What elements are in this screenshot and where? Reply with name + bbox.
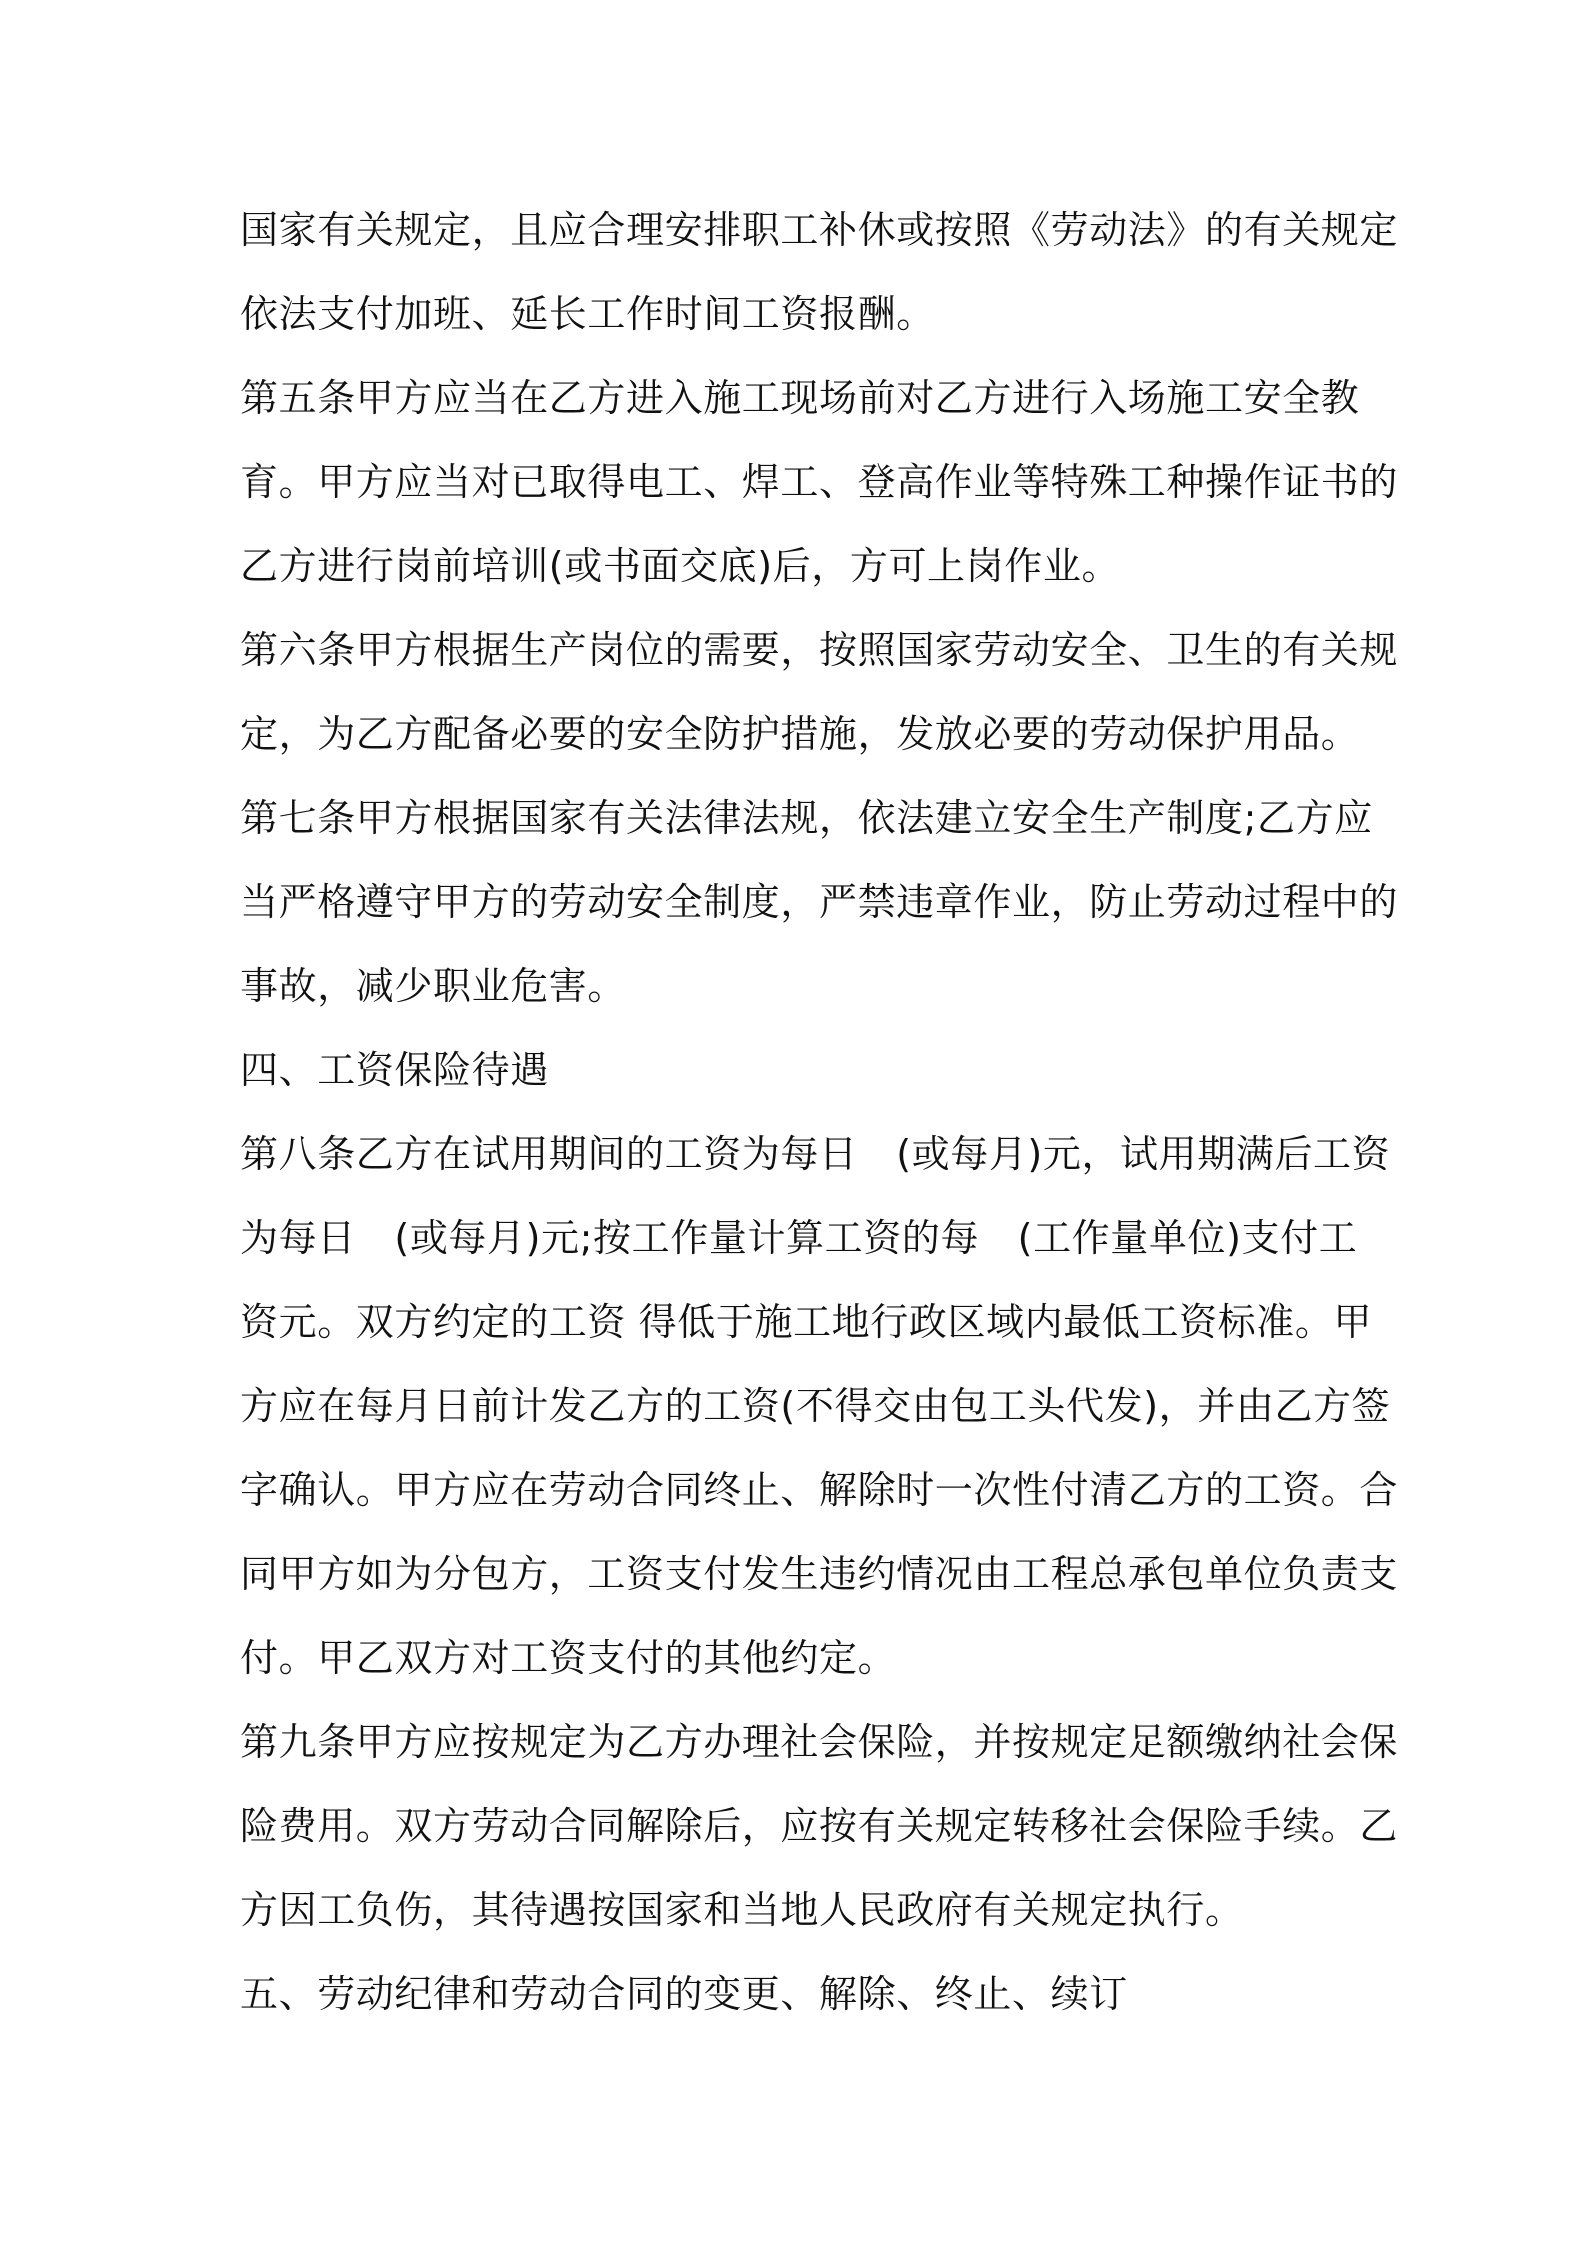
- text-line: 当严格遵守甲方的劳动安全制度，严禁违章作业，防止劳动过程中的: [240, 880, 1399, 924]
- section-heading-5: 五、劳动纪律和劳动合同的变更、解除、终止、续订: [240, 1972, 1128, 2016]
- article-5-line: 第五条甲方应当在乙方进入施工现场前对乙方进行入场施工安全教: [240, 376, 1360, 420]
- text-line: 育。甲方应当对已取得电工、焊工、登高作业等特殊工种操作证书的: [240, 460, 1399, 504]
- text-line: 险费用。双方劳动合同解除后，应按有关规定转移社会保险手续。乙: [240, 1804, 1399, 1848]
- text-line: 国家有关规定，且应合理安排职工补休或按照《劳动法》的有关规定: [240, 208, 1399, 252]
- article-8-line: 第八条乙方在试用期间的工资为每日 (或每月)元，试用期满后工资: [240, 1132, 1391, 1176]
- text-line: 方应在每月日前计发乙方的工资(不得交由包工头代发)，并由乙方签: [240, 1384, 1391, 1428]
- text-line: 乙方进行岗前培训(或书面交底)后，方可上岗作业。: [240, 544, 1121, 588]
- section-heading-4: 四、工资保险待遇: [240, 1048, 549, 1092]
- text-line: 为每日 (或每月)元;按工作量计算工资的每 (工作量单位)支付工: [240, 1216, 1358, 1260]
- text-line: 同甲方如为分包方，工资支付发生违约情况由工程总承包单位负责支: [240, 1552, 1399, 1596]
- text-line: 定，为乙方配备必要的安全防护措施，发放必要的劳动保护用品。: [240, 712, 1360, 756]
- text-line: 依法支付加班、延长工作时间工资报酬。: [240, 292, 935, 336]
- text-line: 方因工负伤，其待遇按国家和当地人民政府有关规定执行。: [240, 1888, 1244, 1932]
- article-7-line: 第七条甲方根据国家有关法律法规，依法建立安全生产制度;乙方应: [240, 796, 1373, 840]
- text-line: 事故，减少职业危害。: [240, 964, 627, 1008]
- document-body: [240, 188, 1399, 2036]
- text-line: 字确认。甲方应在劳动合同终止、解除时一次性付清乙方的工资。合: [240, 1468, 1399, 1512]
- article-6-line: 第六条甲方根据生产岗位的需要，按照国家劳动安全、卫生的有关规: [240, 628, 1399, 672]
- article-9-line: 第九条甲方应按规定为乙方办理社会保险，并按规定足额缴纳社会保: [240, 1720, 1399, 1764]
- text-line: 资元。双方约定的工资 得低于施工地行政区域内最低工资标准。甲: [240, 1300, 1373, 1344]
- text-line: 付。甲乙双方对工资支付的其他约定。: [240, 1636, 897, 1680]
